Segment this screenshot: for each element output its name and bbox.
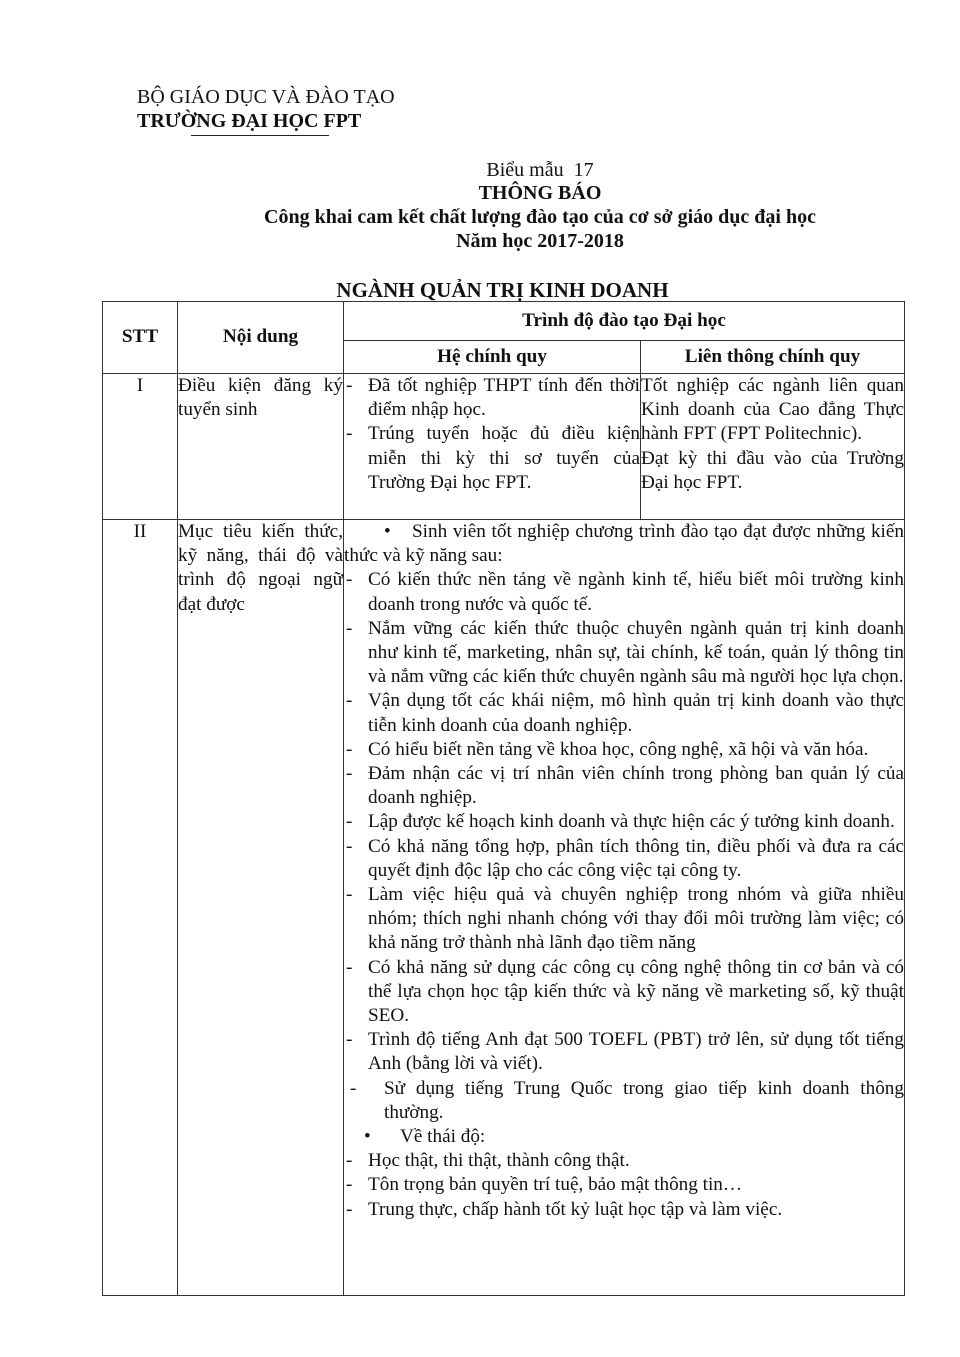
paragraph: Tốt nghiệp các ngành liên quan Kinh doanh của Cao đẳng Thực hành FPT (FPT Politechnic). bbox=[641, 375, 904, 445]
dash-marker: - bbox=[346, 835, 353, 857]
list-item-text: Trình độ tiếng Anh đạt 500 TOEFL (PBT) trở lên, sử dụng tốt tiếng Anh (bằng lời và viết). bbox=[368, 1029, 904, 1075]
dash-marker: - bbox=[346, 423, 353, 445]
list-item bbox=[344, 1149, 904, 1173]
dash-marker: - bbox=[346, 1150, 353, 1172]
list-item-text: Lập được kế hoạch kinh doanh và thực hiện các ý tưởng kinh doanh. bbox=[368, 811, 895, 833]
row-content: Điều kiện đăng ký tuyển sinh bbox=[178, 374, 344, 520]
list-item-text: Sử dụng tiếng Trung Quốc trong giao tiếp kinh doanh thông thường. bbox=[384, 1077, 904, 1123]
bullet-marker: • bbox=[384, 521, 391, 542]
dash-marker: - bbox=[346, 884, 353, 906]
bullet-marker: • bbox=[364, 1126, 371, 1148]
row-content: Mục tiêu kiến thức, kỹ năng, thái độ và trình độ ngoại ngữ đạt được bbox=[178, 520, 344, 1296]
list-item bbox=[344, 1173, 904, 1197]
list-item-text: Trung thực, chấp hành tốt kỷ luật học tập và làm việc. bbox=[368, 1198, 783, 1220]
form-number: Biểu mẫu 17 bbox=[486, 159, 594, 181]
header-row-top bbox=[103, 302, 905, 341]
list-item bbox=[344, 738, 904, 762]
list-item-text: Có hiểu biết nền tảng về khoa học, công nghệ, xã hội và văn hóa. bbox=[368, 738, 869, 760]
dash-marker: - bbox=[346, 1174, 353, 1196]
list-item bbox=[344, 810, 904, 834]
list-item-text: Trúng tuyển hoặc đủ điều kiện miễn thi kỳ thi sơ tuyển của Trường Đại học FPT. bbox=[368, 423, 640, 493]
list-item bbox=[344, 422, 640, 495]
paragraph: Đạt kỳ thi đầu vào của Trường Đại học FPT. bbox=[641, 447, 904, 493]
academic-year: Năm học 2017-2018 bbox=[456, 230, 624, 252]
commitment-table bbox=[102, 301, 905, 1296]
notice-title: THÔNG BÁO bbox=[478, 182, 602, 204]
transfer-requirements bbox=[641, 374, 905, 520]
intro-text: Sinh viên tốt nghiệp chương trình đào tạo đạt được những kiến thức và kỹ năng sau: bbox=[344, 521, 904, 567]
header-regular: Hệ chính quy bbox=[344, 341, 641, 374]
list-item bbox=[344, 883, 904, 956]
list-item bbox=[344, 1198, 904, 1222]
list-item bbox=[344, 762, 904, 810]
list-item-text: Học thật, thi thật, thành công thật. bbox=[368, 1150, 630, 1172]
dash-marker: - bbox=[346, 738, 353, 760]
header-content: Nội dung bbox=[178, 302, 344, 374]
list-item bbox=[344, 568, 904, 616]
row-number: I bbox=[103, 374, 178, 520]
list-item-text: Tôn trọng bản quyền trí tuệ, bảo mật thông tin… bbox=[368, 1174, 743, 1196]
table-row bbox=[103, 520, 905, 1296]
intro-paragraph bbox=[344, 520, 904, 568]
dash-marker: - bbox=[346, 375, 353, 396]
outcomes-cell bbox=[344, 520, 905, 1296]
skills-list bbox=[344, 568, 904, 1076]
header-stt: STT bbox=[103, 302, 178, 374]
regular-requirements bbox=[344, 374, 641, 520]
university-name: TRƯỜNG ĐẠI HỌC FPT bbox=[137, 110, 362, 132]
notice-subtitle: Công khai cam kết chất lượng đào tạo của cơ sở giáo dục đại học bbox=[264, 206, 816, 228]
major-title: NGÀNH QUẢN TRỊ KINH DOANH bbox=[336, 278, 669, 302]
dash-marker: - bbox=[346, 811, 353, 833]
table-row bbox=[103, 374, 905, 520]
list-item-text: Có khả năng tổng hợp, phân tích thông tin, điều phối và đưa ra các quyết định độc lập cho các công việc tại công ty. bbox=[368, 835, 904, 881]
dash-marker: - bbox=[346, 569, 353, 591]
attitude-heading bbox=[344, 1125, 904, 1149]
list-item bbox=[344, 835, 904, 883]
header-training-level: Trình độ đào tạo Đại học bbox=[344, 302, 905, 341]
row-number: II bbox=[103, 520, 178, 1296]
ministry-name: BỘ GIÁO DỤC VÀ ĐÀO TẠO bbox=[137, 86, 395, 108]
list-item bbox=[344, 1028, 904, 1076]
dash-marker: - bbox=[346, 956, 353, 978]
list-item bbox=[344, 689, 904, 737]
list-item bbox=[344, 374, 640, 422]
list-item-text: Nắm vững các kiến thức thuộc chuyên ngành quản trị kinh doanh như kinh tế, marketing, nhân sự, tài chính, kế toán, quản lý thông tin và nắm vững các kiến thức chuyên ngành sâu mà người học lựa chọn. bbox=[368, 617, 904, 688]
dash-marker: - bbox=[346, 617, 353, 639]
list-item-text: Đảm nhận các vị trí nhân viên chính trong phòng ban quản lý của doanh nghiệp. bbox=[368, 763, 904, 809]
list-item-text: Có khả năng sử dụng các công cụ công nghệ thông tin cơ bản và có thể lựa chọn học tập kiến thức và kỹ năng về marketing số, kỹ thuật SEO. bbox=[368, 956, 904, 1027]
dash-marker: - bbox=[346, 763, 353, 785]
list-item-text: Có kiến thức nền tảng về ngành kinh tế, hiểu biết môi trường kinh doanh trong nước và quốc tế. bbox=[368, 569, 904, 615]
attitudes-list bbox=[344, 1149, 904, 1222]
dash-marker: - bbox=[346, 690, 353, 712]
header-underline bbox=[191, 135, 329, 136]
list-item-text: Làm việc hiệu quả và chuyên nghiệp trong nhóm và giữa nhiều nhóm; thích nghi nhanh chóng với thay đổi môi trường làm việc; có khả năng trở thành nhà lãnh đạo tiềm năng bbox=[368, 884, 904, 954]
list-item-text: Đã tốt nghiệp THPT tính đến thời điểm nhập học. bbox=[368, 375, 640, 421]
dash-marker: - bbox=[346, 1029, 353, 1051]
header-transfer: Liên thông chính quy bbox=[641, 341, 905, 374]
list-item bbox=[344, 617, 904, 690]
dash-marker: - bbox=[346, 1198, 353, 1220]
list-item-text: Vận dụng tốt các khái niệm, mô hình quản trị kinh doanh vào thực tiễn kinh doanh của doanh nghiệp. bbox=[368, 690, 904, 736]
attitude-heading-text: Về thái độ: bbox=[400, 1126, 486, 1148]
list-item bbox=[344, 956, 904, 1029]
list-item bbox=[344, 1077, 904, 1125]
dash-marker: - bbox=[350, 1077, 357, 1099]
